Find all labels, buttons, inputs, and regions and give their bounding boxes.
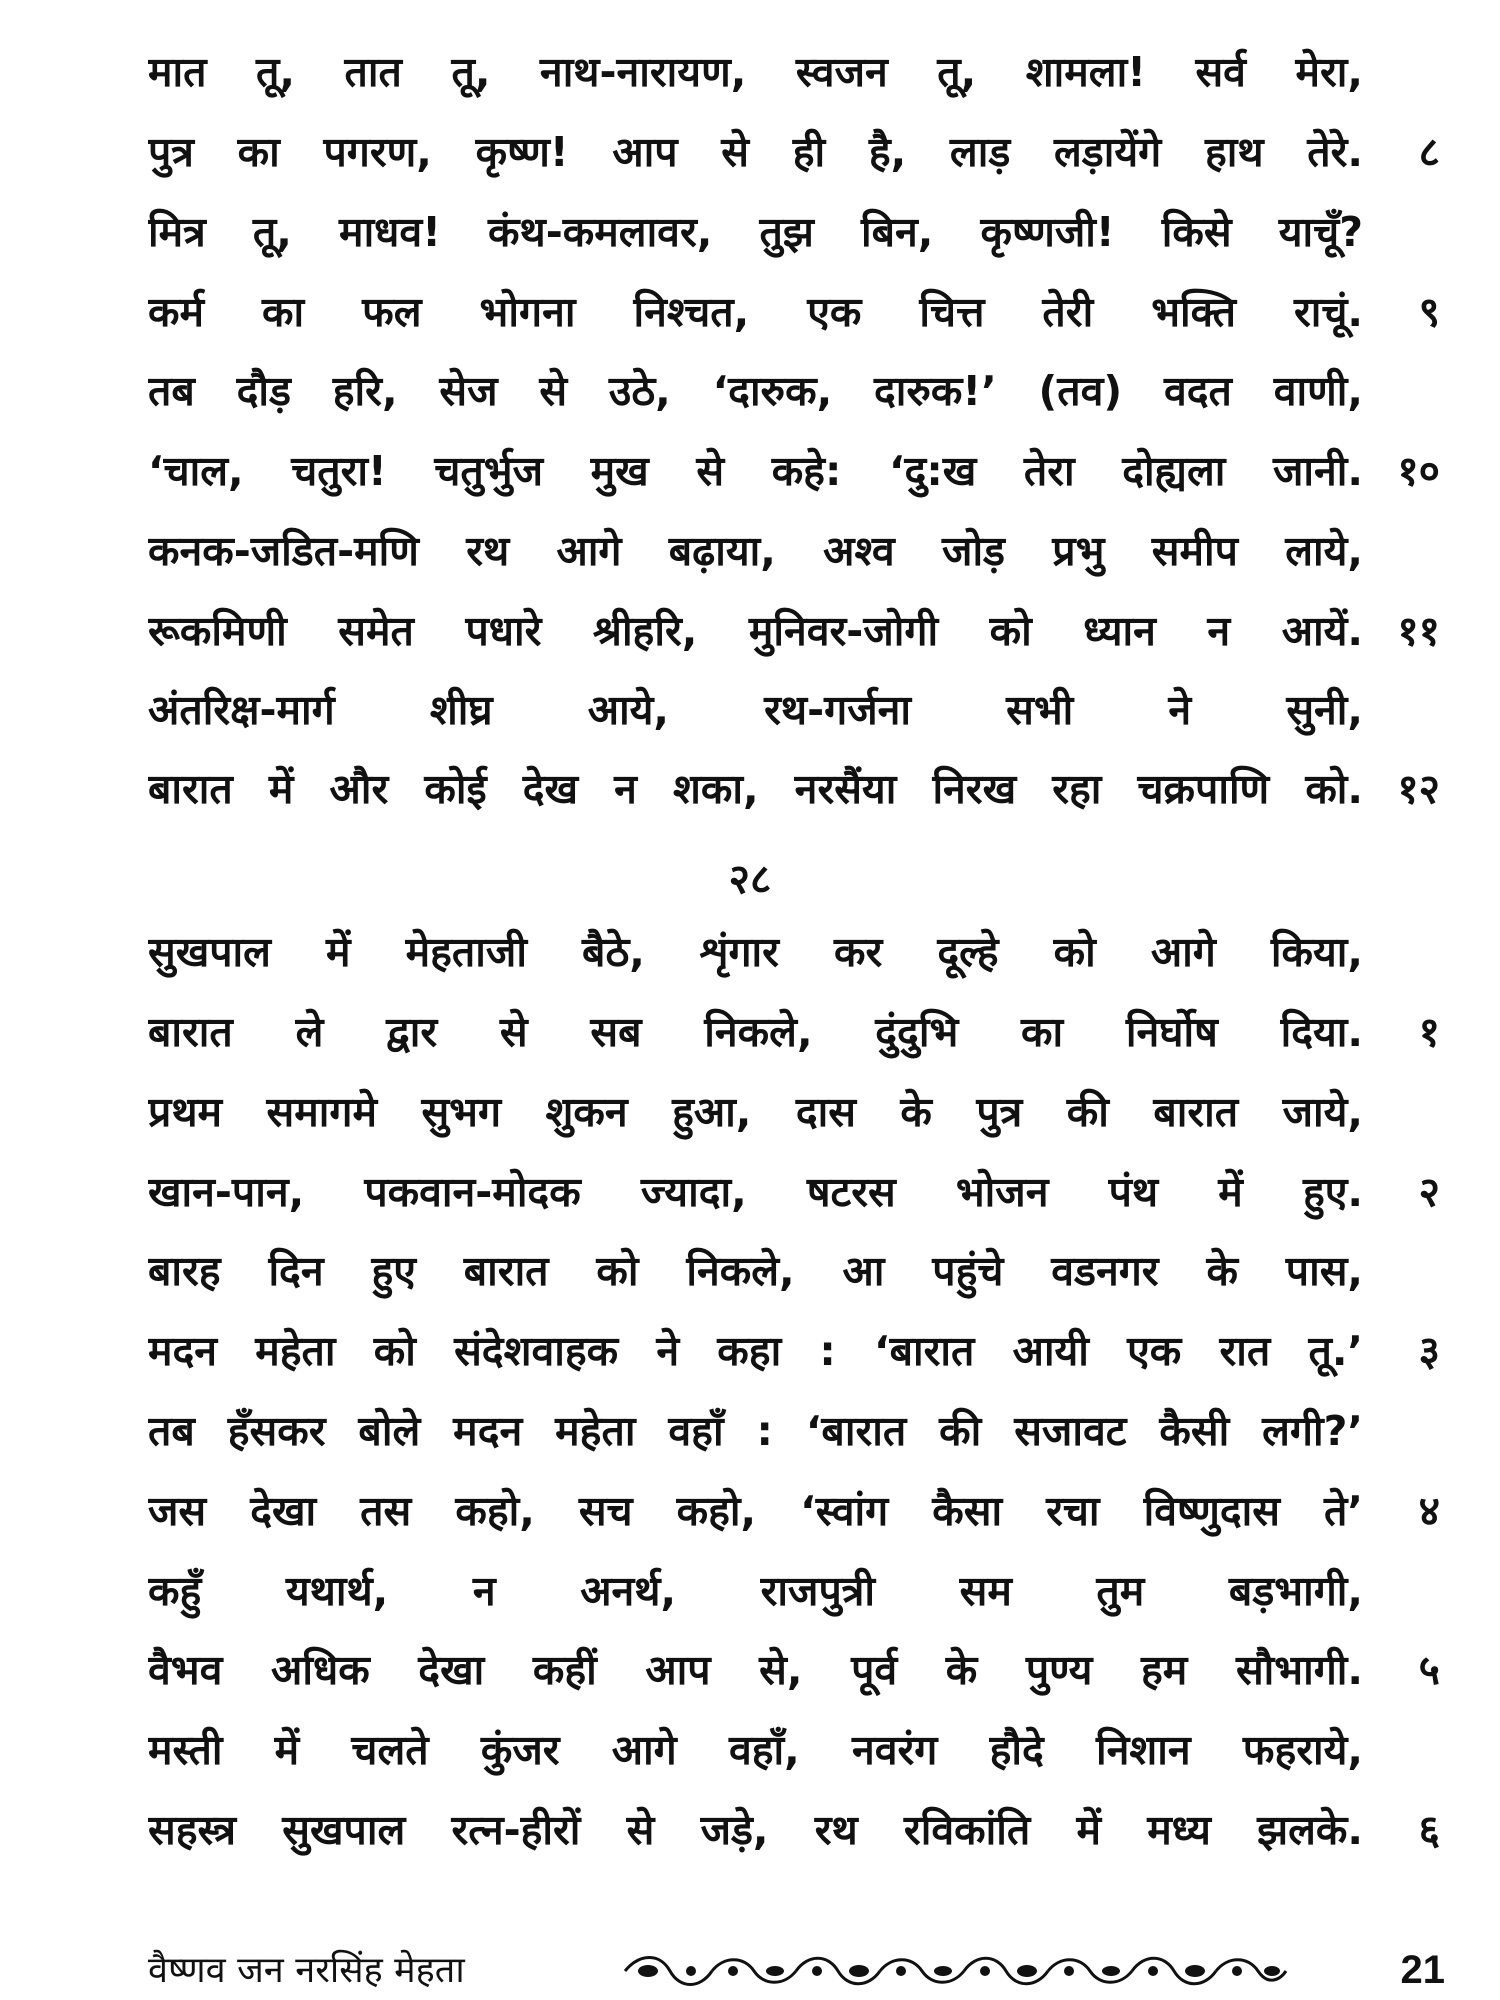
verse-line: तब हँसकर बोले मदन महेता वहाँ : ‘बारात की सजावट कैसी लगी?’ [148, 1407, 1363, 1455]
verse-line: वैभव अधिक देखा कहीं आप से, पूर्व के पुण्य हम सौभागी. [148, 1646, 1363, 1694]
verse-number: २ [1418, 1168, 1440, 1216]
verse-line: मात तू, तात तू, नाथ-नारायण, स्वजन तू, शामला! सर्व मेरा, [148, 48, 1363, 96]
verse-number: ३ [1418, 1327, 1440, 1375]
verse-number: ९ [1418, 288, 1440, 336]
verse-number [1370, 33, 1440, 111]
verse-line: कहुँ यथार्थ, न अनर्थ, राजपुत्री सम तुम बड़भागी, [148, 1567, 1363, 1615]
verse-number [1370, 913, 1440, 991]
verse-line: तब दौड़ हरि, सेज से उठे, ‘दारुक, दारुक!’ (तव) वदत वाणी, [148, 367, 1363, 415]
verse-line: कर्म का फल भोगना निश्चत, एक चित्त तेरी भक्ति राचूं. [148, 288, 1363, 336]
verse-number [1370, 1711, 1440, 1789]
verse-number [1370, 352, 1440, 430]
verse-line: बारात में और कोई देख न शका, नरसैंया निरख रहा चक्रपाणि को. [148, 765, 1363, 813]
verse-line: कनक-जडित-मणि रथ आगे बढ़ाया, अश्व जोड़ प्रभु समीप लाये, [148, 527, 1363, 575]
verse-line: मित्र तू, माधव! कंथ-कमलावर, तुझ बिन, कृष्णजी! किसे याचूँ? [148, 208, 1363, 256]
verse-line: अंतरिक्ष-मार्ग शीघ्र आये, रथ-गर्जना सभी ने सुनी, [148, 686, 1363, 734]
verse-number: ८ [1418, 128, 1440, 176]
verse-number [1370, 1073, 1440, 1151]
verse-line: पुत्र का पगरण, कृष्ण! आप से ही है, लाड़ लड़ायेंगे हाथ तेरे. [148, 128, 1363, 176]
verse-line: जस देखा तस कहो, सच कहो, ‘स्वांग कैसा रचा विष्णुदास ते’ [148, 1487, 1363, 1535]
verse-number [1370, 1392, 1440, 1470]
section-number: २८ [728, 855, 772, 903]
verse-number: ४ [1418, 1487, 1440, 1535]
verse-number [1370, 1552, 1440, 1630]
footer-book-title: वैष्णव जन नरसिंह मेहता [148, 1950, 465, 1991]
verse-number: १ [1418, 1008, 1440, 1056]
verse-line: मदन महेता को संदेशवाहक ने कहा : ‘बारात आयी एक रात तू.’ [148, 1327, 1363, 1375]
verse-number: ५ [1418, 1646, 1440, 1694]
verse-line: बारात ले द्वार से सब निकले, दुंदुभि का निर्घोष दिया. [148, 1008, 1363, 1056]
verse-number: ६ [1418, 1806, 1440, 1854]
verse-line: प्रथम समागमे सुभग शुकन हुआ, दास के पुत्र की बारात जाये, [148, 1088, 1363, 1136]
verse-number [1370, 512, 1440, 590]
verse-line: ‘चाल, चतुरा! चतुर्भुज मुख से कहे: ‘दु:ख तेरा दोह्यला जानी. [148, 447, 1363, 495]
verse-line: सुखपाल में मेहताजी बैठे, शृंगार कर दूल्हे को आगे किया, [148, 928, 1363, 976]
verse-line: खान-पान, पकवान-मोदक ज्यादा, षटरस भोजन पंथ में हुए. [148, 1168, 1363, 1216]
verse-number [1370, 1232, 1440, 1310]
verse-number [1370, 671, 1440, 749]
verse-line: मस्ती में चलते कुंजर आगे वहाँ, नवरंग हौदे निशान फहराये, [148, 1726, 1363, 1774]
verse-number [1370, 193, 1440, 271]
verse-number: ११ [1397, 607, 1440, 655]
verse-line: सहस्त्र सुखपाल रत्न-हीरों से जड़े, रथ रविकांति में मध्य झलके. [148, 1806, 1363, 1854]
verse-number: १० [1397, 447, 1440, 495]
verse-line: बारह दिन हुए बारात को निकले, आ पहुंचे वडनगर के पास, [148, 1247, 1363, 1295]
verse-line: रूकमिणी समेत पधारे श्रीहरि, मुनिवर-जोगी को ध्यान न आयें. [148, 607, 1363, 655]
verse-number: १२ [1397, 765, 1440, 813]
page-number: 21 [1400, 1948, 1445, 1992]
decorative-scroll-border-icon [620, 1948, 1290, 1994]
